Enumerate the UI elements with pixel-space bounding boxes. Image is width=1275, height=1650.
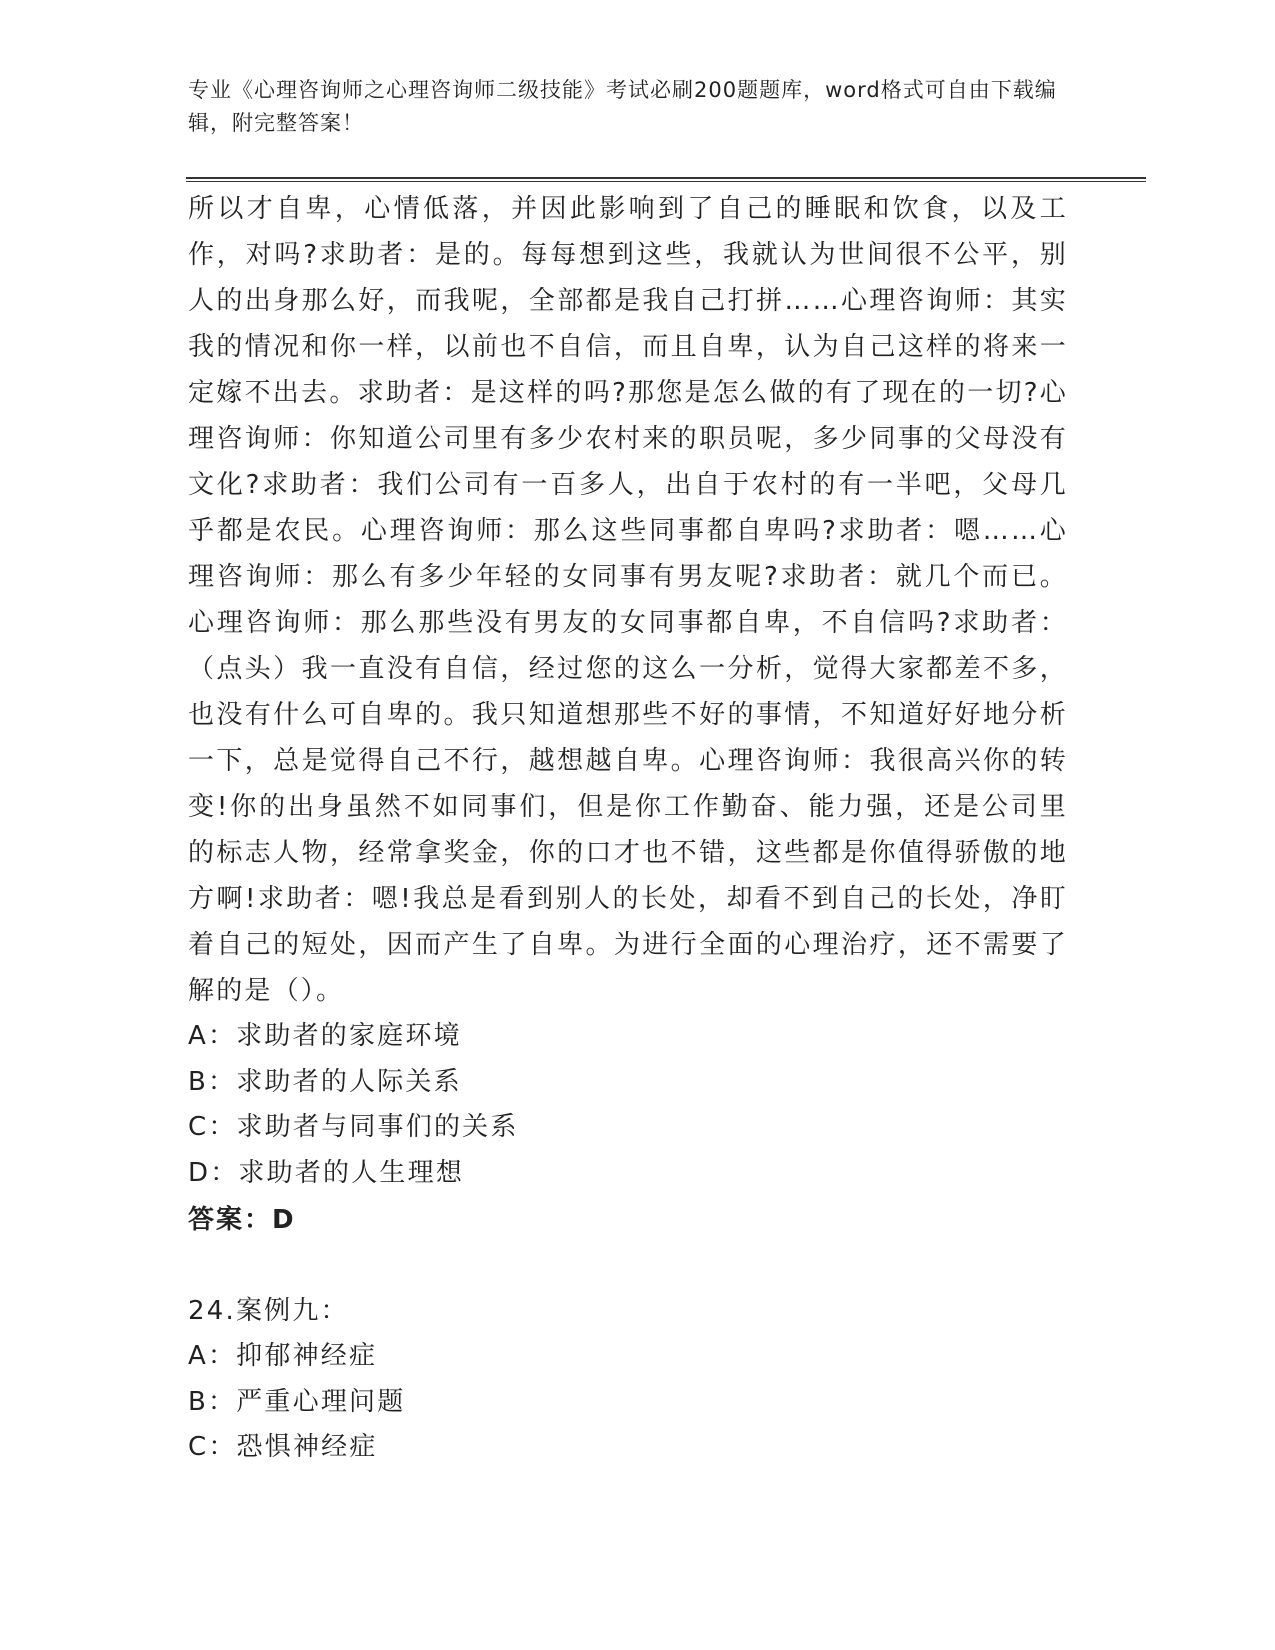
question-stem: 所以才自卑，心情低落，并因此影响到了自己的睡眠和饮食，以及工作，对吗?求助者：是的。每每想到这些，我就认为世间很不公平，别人的出身那么好，而我呢，全部都是我自己打拼……心理咨询师：其实我的情况和你一样，以前也不自信，而且自卑，认为自己这样的将来一定嫁不出去。求助者：是这样的吗?那您是怎么做的有了现在的一切?心理咨询师：你知道公司里有多少农村来的职员呢，多少同事的父母没有文化?求助者：我们公司有一百多人，出自于农村的有一半吧，父母几乎都是农民。心理咨询师：那么这些同事都自卑吗?求助者：嗯……心理咨询师：那么有多少年轻的女同事有男友呢?求助者：就几个而已。心理咨询师：那么那些没有男友的女同事都自卑，不自信吗?求助者：（点头）我一直没有自信，经过您的这么一分析，觉得大家都差不多，也没有什么可自卑的。我只知道想那些不好的事情，不知道好好地分析一下，总是觉得自己不行，越想越自卑。心理咨询师：我很高兴你的转变!你的出身虽然不如同事们，但是你工作勤奋、能力强，还是公司里的标志人物，经常拿奖金，你的口才也不错，这些都是你值得骄傲的地方啊!求助者：嗯!我总是看到别人的长处，却看不到自己的长处，净盯着自己的短处，因而产生了自卑。为进行全面的心理治疗，还不需要了解的是（）。 <box>188 194 1068 1006</box>
option-a: A：求助者的家庭环境 <box>188 1021 462 1051</box>
option-d: D：求助者的人生理想 <box>188 1157 465 1188</box>
spacer <box>188 1244 1068 1288</box>
document-header: 专业《心理咨询师之心理咨询师二级技能》考试必刷200题题库，word格式可自由下载编辑，附完整答案！ <box>188 78 1057 135</box>
document-body <box>188 186 1068 1471</box>
q24-option-b: B：严重心理问题 <box>188 1386 406 1417</box>
question-title: 24.案例九： <box>188 1296 349 1326</box>
header-divider <box>186 177 1146 182</box>
option-b: B：求助者的人际关系 <box>188 1066 462 1097</box>
option-c: C：求助者与同事们的关系 <box>188 1112 519 1142</box>
q24-option-a: A：抑郁神经症 <box>188 1341 378 1371</box>
q24-option-c: C：恐惧神经症 <box>188 1432 378 1462</box>
answer-line: 答案：D <box>188 1205 296 1235</box>
